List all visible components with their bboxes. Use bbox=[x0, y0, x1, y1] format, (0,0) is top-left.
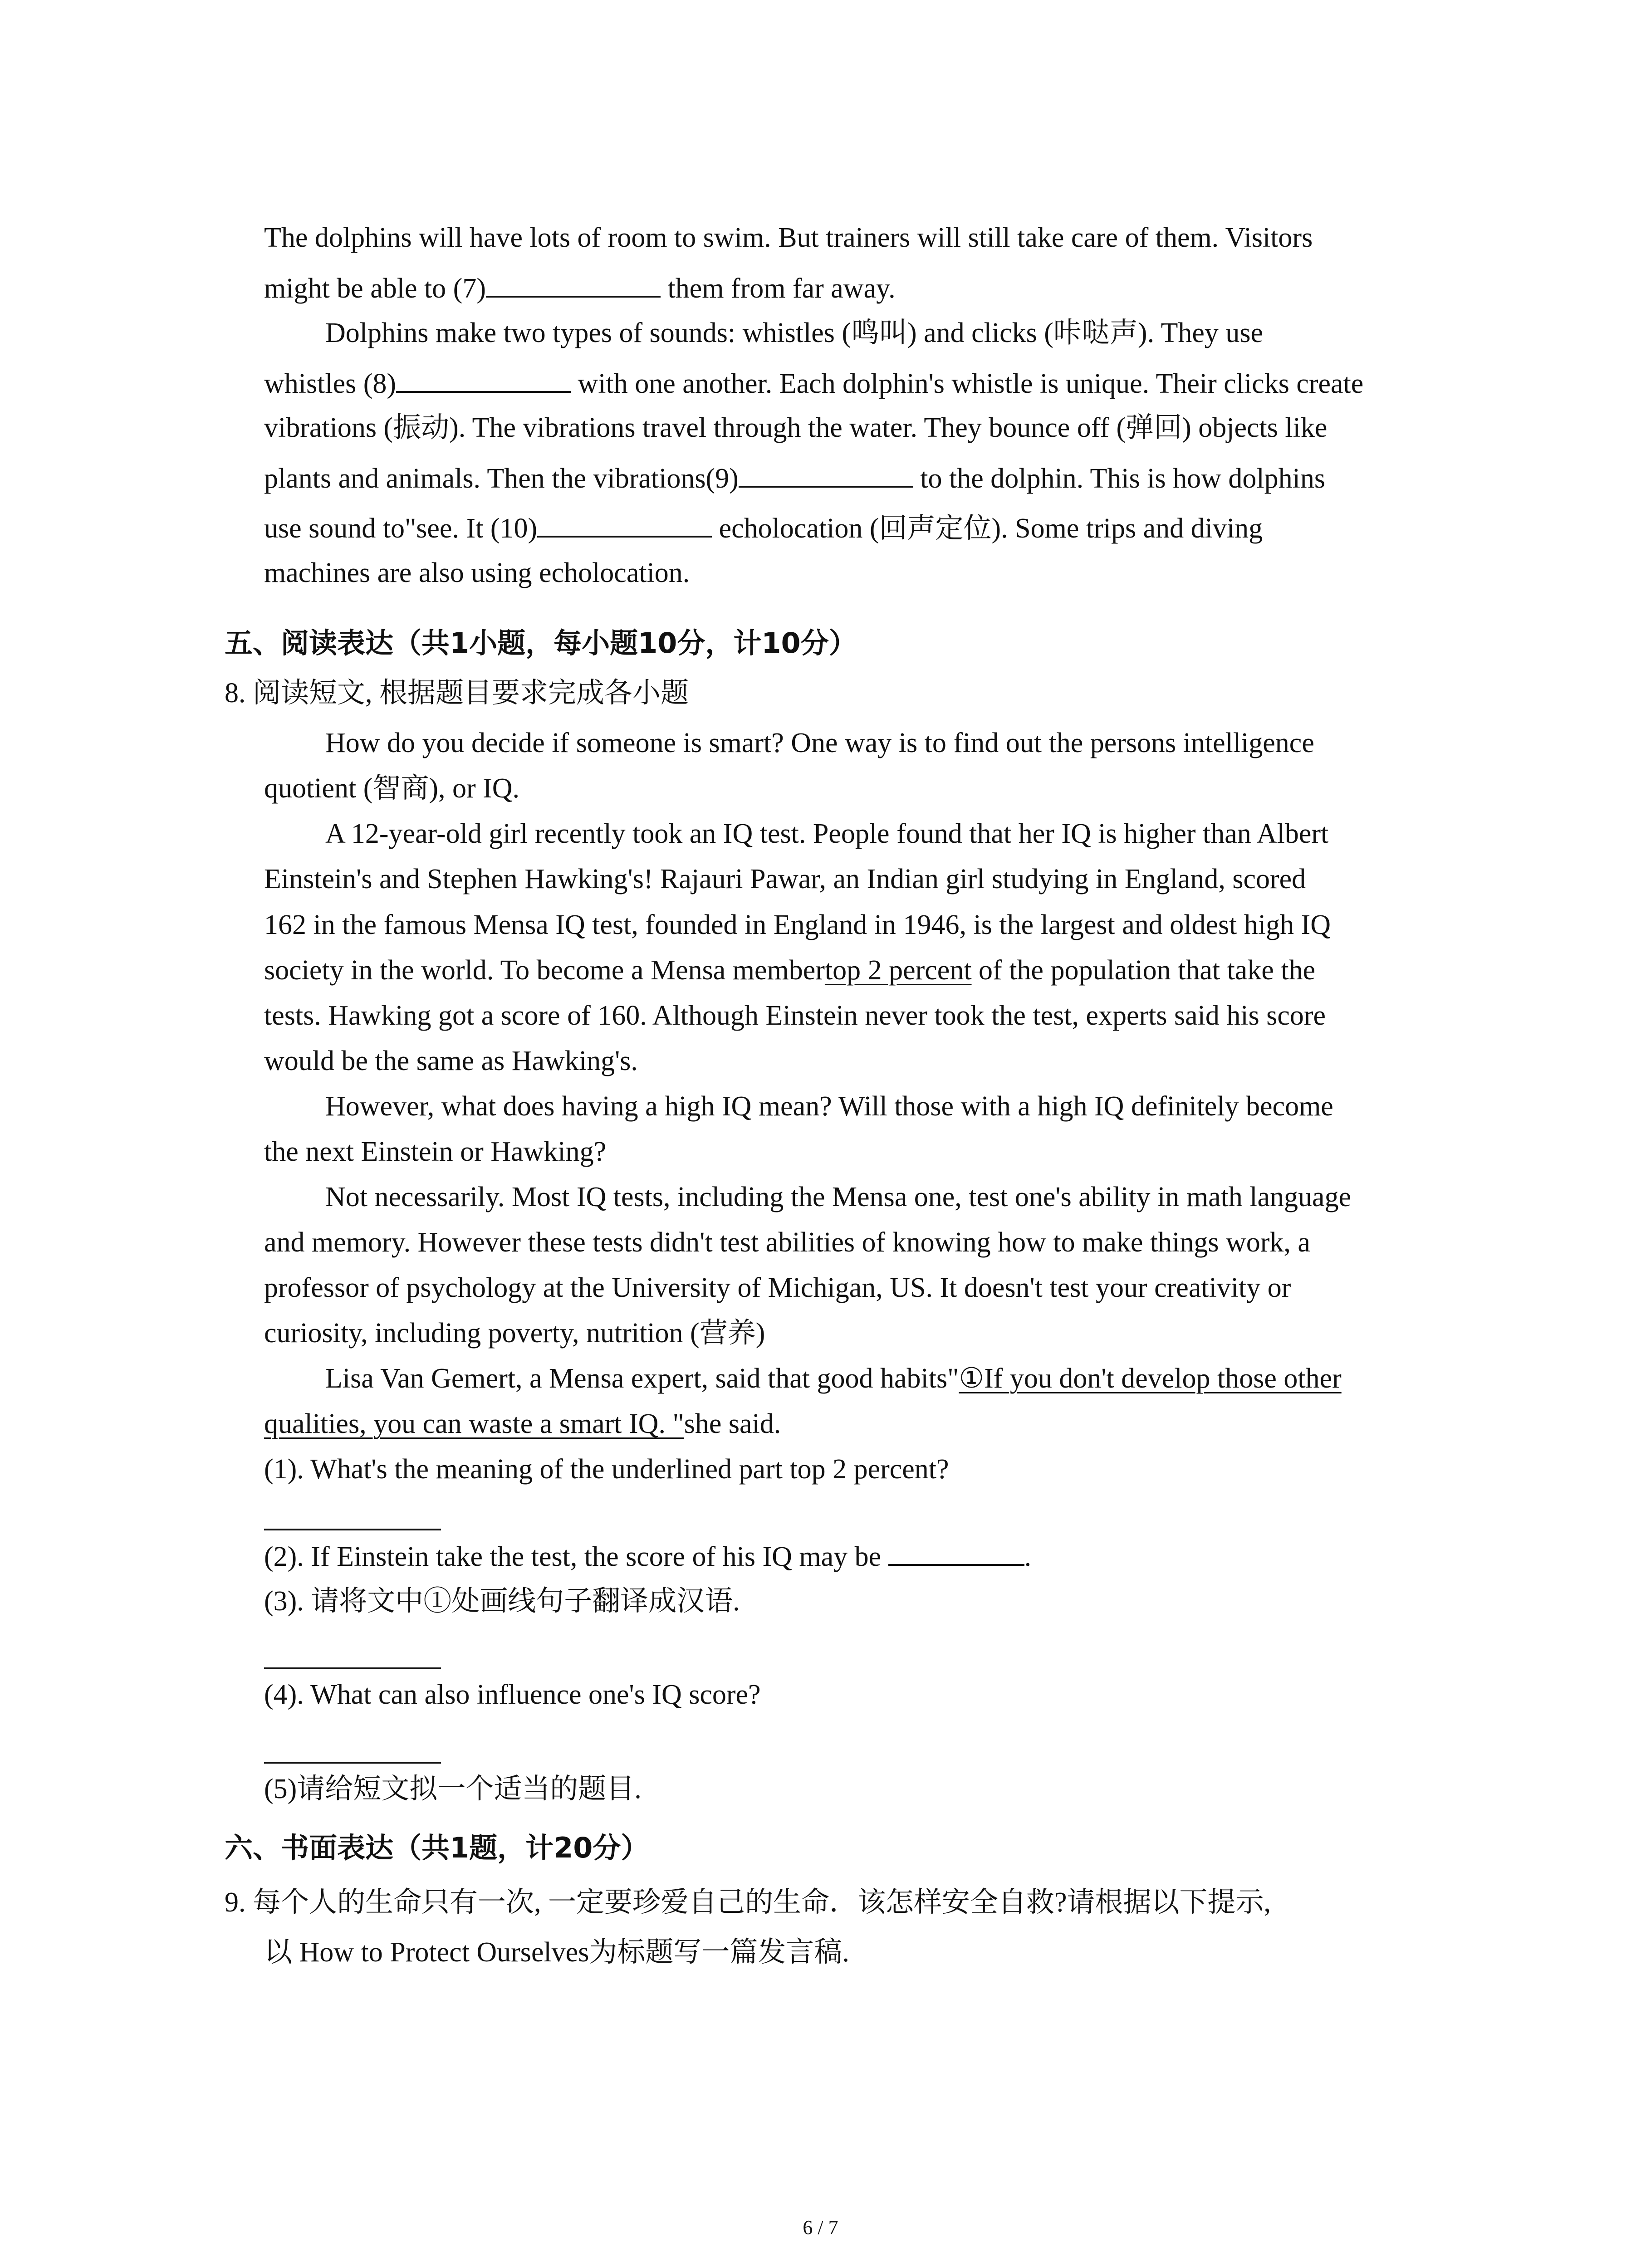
passage-line: and memory. However these tests didn't test abilities of knowing how to make things work, a bbox=[264, 1227, 1310, 1258]
passage-line: quotient (智商), or IQ. bbox=[264, 773, 520, 804]
passage-text: them from far away. bbox=[660, 273, 896, 304]
passage-line: the next Einstein or Hawking? bbox=[264, 1136, 607, 1167]
sub-question-5: (5)请给短文拟一个适当的题目. bbox=[264, 1774, 642, 1804]
answer-blank-9[interactable] bbox=[739, 459, 913, 488]
passage-text: whistles (8) bbox=[264, 368, 397, 399]
question-prompt bbox=[225, 1884, 1271, 1921]
passage-line: How do you decide if someone is smart? One way is to find out the persons intelligence bbox=[325, 728, 1314, 758]
underlined-sentence: qualities, you can waste a smart IQ. " bbox=[264, 1408, 684, 1439]
passage-line: The dolphins will have lots of room to swim. But trainers will still take care of them. Visitors bbox=[264, 222, 1313, 253]
passage-text: use sound to"see. It (10) bbox=[264, 513, 538, 544]
passage-line: Dolphins make two types of sounds: whistles (鸣叫) and clicks (咔哒声). They use bbox=[325, 318, 1263, 348]
passage-line bbox=[264, 952, 1315, 988]
question-text: 每个人的生命只有一次, 一定要珍爱自己的生命．该怎样安全自救?请根据以下提示, bbox=[253, 1887, 1271, 1918]
passage-line: would be the same as Hawking's. bbox=[264, 1046, 638, 1076]
passage-line: Not necessarily. Most IQ tests, including the Mensa one, test one's ability in math language bbox=[325, 1182, 1352, 1212]
passage-line bbox=[264, 269, 896, 307]
passage-line: 162 in the famous Mensa IQ test, founded in England in 1946, is the largest and oldest high IQ bbox=[264, 909, 1331, 940]
question-text: 阅读短文, 根据题目要求完成各小题 bbox=[253, 678, 689, 709]
answer-blank-8[interactable] bbox=[396, 365, 571, 393]
passage-line: curiosity, including poverty, nutrition (营养) bbox=[264, 1318, 765, 1349]
passage-text: society in the world. To become a Mensa member bbox=[264, 955, 825, 986]
question-text: . bbox=[1024, 1541, 1032, 1572]
section-heading: 六、书面表达（共1题，计20分） bbox=[225, 1831, 649, 1864]
passage-text: Lisa Van Gemert, a Mensa expert, said that good habits" bbox=[325, 1363, 959, 1394]
passage-line: A 12-year-old girl recently took an IQ test. People found that her IQ is higher than Albert bbox=[325, 818, 1329, 849]
passage-line bbox=[264, 1406, 781, 1442]
passage-line: However, what does having a high IQ mean? Will those with a high IQ definitely become bbox=[325, 1091, 1333, 1122]
sub-question-3: (3). 请将文中①处画线句子翻译成汉语. bbox=[264, 1586, 740, 1617]
sub-question-4: (4). What can also influence one's IQ score? bbox=[264, 1679, 761, 1710]
sub-question-2 bbox=[264, 1538, 1031, 1575]
passage-text: she said. bbox=[684, 1408, 781, 1439]
answer-blank-7[interactable] bbox=[486, 269, 661, 298]
passage-line: tests. Hawking got a score of 160. Although Einstein never took the test, experts said his score bbox=[264, 1000, 1326, 1031]
passage-line: Einstein's and Stephen Hawking's! Rajauri Pawar, an Indian girl studying in England, scored bbox=[264, 864, 1306, 894]
passage-line: professor of psychology at the University of Michigan, US. It doesn't test your creativity or bbox=[264, 1272, 1291, 1303]
passage-line bbox=[264, 459, 1325, 497]
page-number: 6 / 7 bbox=[803, 2216, 838, 2239]
passage-line bbox=[264, 509, 1263, 547]
underlined-sentence: ①If you don't develop those other bbox=[959, 1363, 1342, 1394]
underlined-phrase: top 2 percent bbox=[824, 955, 972, 986]
answer-blank-10[interactable] bbox=[537, 509, 712, 538]
passage-text: plants and animals. Then the vibrations(9) bbox=[264, 463, 739, 494]
answer-blank-q2[interactable] bbox=[888, 1538, 1024, 1566]
passage-text: of the population that take the bbox=[971, 955, 1316, 986]
sub-question-1: (1). What's the meaning of the underlined part top 2 percent? bbox=[264, 1454, 949, 1485]
question-number: 9. bbox=[225, 1887, 246, 1918]
question-number: 8. bbox=[225, 678, 246, 709]
passage-text: might be able to (7) bbox=[264, 273, 486, 304]
section-heading: 五、阅读表达（共1小题，每小题10分，计10分） bbox=[225, 626, 857, 660]
passage-text: echolocation (回声定位). Some trips and diving bbox=[712, 513, 1263, 544]
answer-line-1[interactable] bbox=[264, 1529, 441, 1530]
answer-line-3[interactable] bbox=[264, 1667, 441, 1669]
passage-text: to the dolphin. This is how dolphins bbox=[913, 463, 1325, 494]
answer-line-4[interactable] bbox=[264, 1762, 441, 1764]
passage-line: vibrations (振动). The vibrations travel through the water. They bounce off (弹回) objects like bbox=[264, 412, 1327, 443]
passage-line bbox=[264, 365, 1363, 402]
passage-line bbox=[325, 1360, 1342, 1397]
question-text: (2). If Einstein take the test, the score of his IQ may be bbox=[264, 1541, 888, 1572]
question-prompt bbox=[225, 675, 689, 711]
passage-line: machines are also using echolocation. bbox=[264, 557, 690, 588]
question-text-line: 以 How to Protect Ourselves为标题写一篇发言稿. bbox=[264, 1937, 849, 1968]
passage-text: with one another. Each dolphin's whistle is unique. Their clicks create bbox=[571, 368, 1364, 399]
